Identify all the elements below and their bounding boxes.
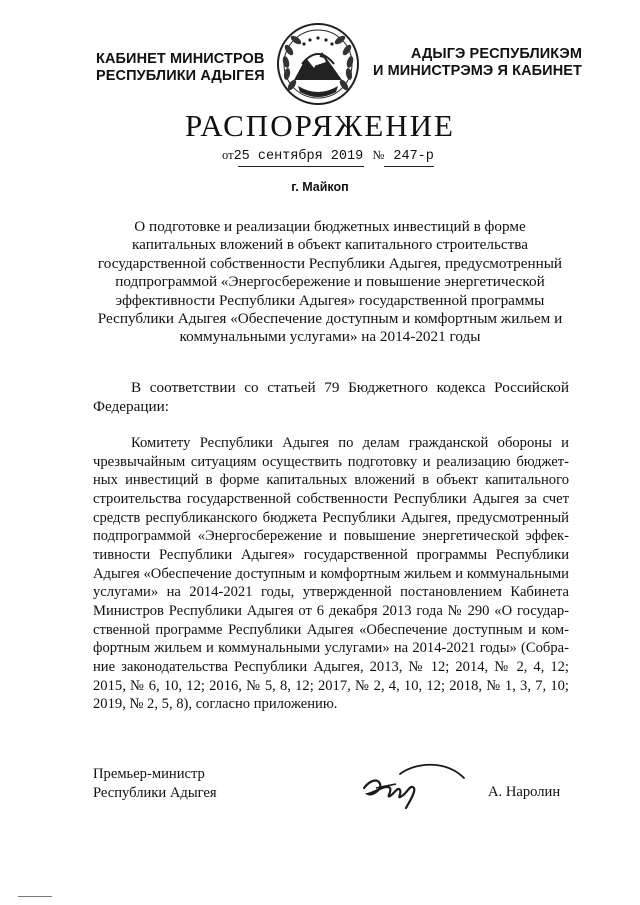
adygea-coat-of-arms-icon — [276, 22, 360, 106]
signatory-name: А. Наролин — [488, 784, 561, 800]
date-prefix: от — [222, 148, 234, 162]
header-right-org — [362, 46, 582, 80]
signatory-title — [93, 765, 217, 802]
city: г. Майкоп — [291, 180, 349, 194]
document-subject: О подготовке и реализации бюджетных инвестиций в форме капитальных вложений в объект капитального строительства государственной собственности Республики Адыгея, предусмотренный подпрограммой «Энергосбережение и повышение энергетической эффективности Республики Адыгея» государственной программы Республики Адыгея «Обеспечение доступным и комфортным жильем и коммунальными услугами» на 2014-2021 годы — [97, 218, 563, 346]
signatory-title-line2: Республики Адыгея — [93, 784, 217, 801]
number-prefix: № — [372, 148, 385, 162]
intro-paragraph: В соответствии со статьей 79 Бюджетного кодекса Российской Федерации: — [93, 379, 569, 415]
footer-mark-divider — [18, 896, 52, 897]
document-date: 25 сентября 2019 — [233, 149, 364, 164]
header-left-org — [96, 51, 276, 85]
header-right-line2: И МИНИСТРЭМЭ Я КАБИНЕТ — [372, 63, 582, 79]
handwritten-signature-icon — [356, 758, 476, 810]
body-paragraph: Комитету Республики Адыгея по делам гражданской обороны и чрезвычайным ситуациям осуществить подготовку и реализацию бюджетных инвестиций в форме капитальных вложений в объект капитального строительства государственной собственности Республики Адыгея за счет средств республиканского бюджета Республики Адыгея, предусмотренный подпрограммой «Энергосбережение и повышение энергетической эффективности Республики Адыгея» государственной программы Республики Адыгея «Обеспечение доступным и комфортным жильем и коммунальными услугами» на 2014-2021 годы, утвержденной постановлением Кабинета Министров Республики Адыгея от 6 декабря 2013 года № 290 «О государственной программе Республики Адыгея «Обеспечение доступным и комфортным жильем и коммунальными услугами» на 2014-2021 годы» (Собрание законодательства Республики Адыгея, 2013, № 12; 2014, № 2, 4, 12; 2015, № 6, 10, 12; 2016, № 5, 8, 12; 2017, № 2, 4, 10, 12; 2018, № 1, 3, 7, 10; 2019, № 2, 5, 8), согласно приложению. — [93, 435, 569, 713]
signatory-title-line1: Премьер-министр — [93, 766, 205, 782]
document-title: РАСПОРЯЖЕНИЕ — [185, 108, 455, 143]
number-underline — [384, 166, 434, 167]
document-number: 247-р — [393, 149, 434, 164]
header-left-line1: КАБИНЕТ МИНИСТРОВ — [96, 51, 265, 67]
date-underline — [238, 166, 364, 167]
header-left-line2: РЕСПУБЛИКИ АДЫГЕЯ — [96, 68, 265, 84]
header-right-line1: АДЫГЭ РЕСПУБЛИКЭМ — [410, 46, 582, 62]
